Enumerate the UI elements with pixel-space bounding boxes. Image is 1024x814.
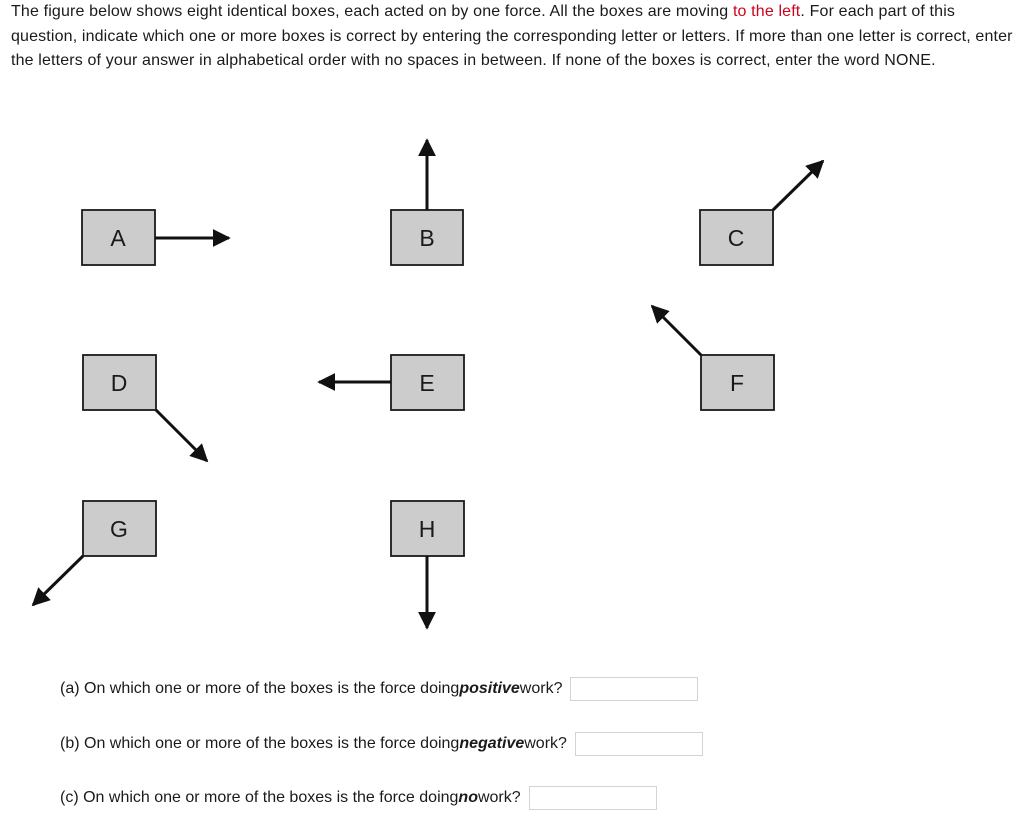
box-c [700,161,823,265]
question-c-suffix: work? [477,789,521,806]
force-arrow-c [773,161,823,210]
direction-highlight: to the left [732,3,801,20]
question-a [60,677,698,701]
force-arrow-d [156,410,207,461]
box-e [319,355,464,410]
question-b-emphasis: negative [459,735,525,752]
question-b-suffix: work? [524,735,567,752]
question-b-prefix: (b) On which one or more of the boxes is the force doing [60,735,460,752]
box-a [82,210,229,265]
question-c-emphasis: no [458,789,478,806]
question-a-prefix: (a) On which one or more of the boxes is the force doing [60,680,460,697]
box-g-label: G [110,516,128,542]
box-a-label: A [110,225,126,251]
box-h [391,501,464,628]
force-arrow-f [652,306,701,355]
question-a-suffix: work? [519,680,563,697]
question-c [60,786,657,810]
question-a-emphasis: positive [459,680,520,697]
question-c-prefix: (c) On which one or more of the boxes is the force doing [60,789,459,806]
box-d [83,355,207,461]
box-h-label: H [418,516,436,542]
box-c-label: C [727,225,745,251]
answer-b-input[interactable] [575,732,703,756]
box-b-label: B [419,225,435,251]
box-g [33,501,156,605]
intro-text-2: . For each part of this question, indicate which one or more boxes is correct by entering the corresponding letter or letters. If more than one letter is correct, enter the letters of your answer in alphabetical order with no spaces in between. If none of the boxes is correct, enter the word NONE. [11,3,1013,69]
answer-c-input[interactable] [529,786,657,810]
box-f-label: F [729,370,745,396]
box-f [652,306,774,410]
force-arrow-g [33,556,83,605]
intro-text-1: The figure below shows eight identical boxes, each acted on by one force. All the boxes are moving [11,3,733,20]
answer-a-input[interactable] [570,677,698,701]
question-b [60,732,703,756]
box-d-label: D [110,370,128,396]
box-b [391,140,463,265]
box-e-label: E [419,370,435,396]
